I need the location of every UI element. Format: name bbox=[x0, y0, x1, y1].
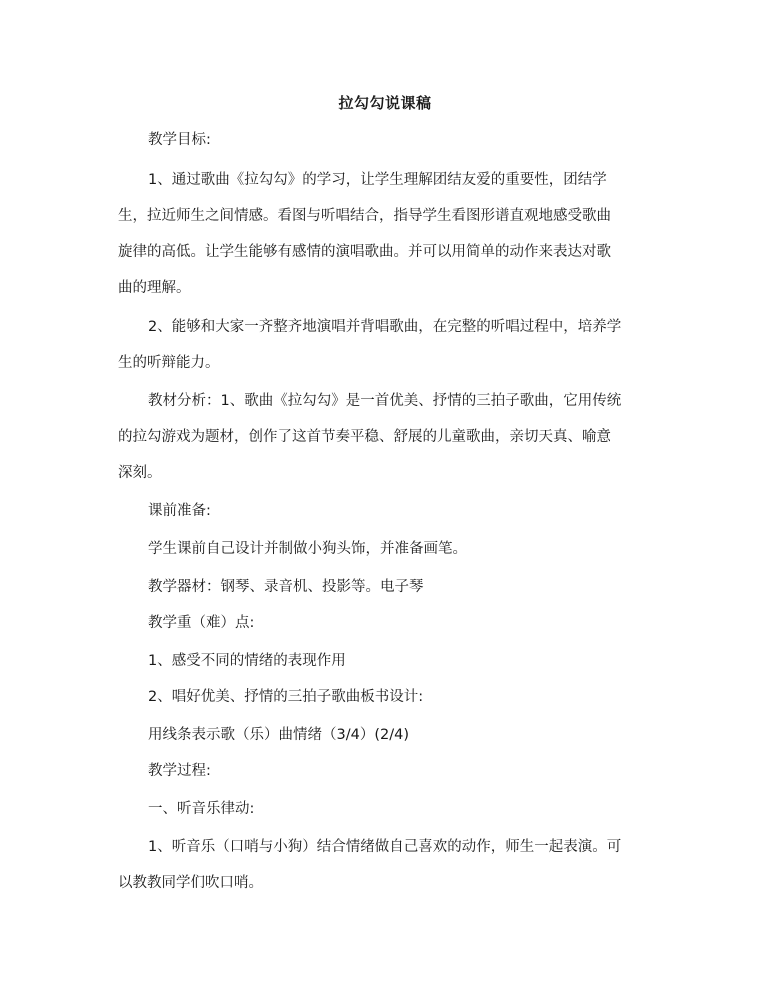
paragraph-line: 2、唱好优美、抒情的三拍子歌曲板书设计: bbox=[148, 689, 424, 705]
section-heading-step-one: 一、听音乐律动: bbox=[148, 801, 255, 817]
section-heading-preparation: 课前准备: bbox=[148, 503, 211, 519]
paragraph-line: 教材分析：1、歌曲《拉勾勾》是一首优美、抒情的三拍子歌曲，它用传统 bbox=[148, 393, 622, 409]
paragraph-line: 学生课前自己设计并制做小狗头饰，并准备画笔。 bbox=[148, 541, 467, 557]
paragraph-line: 旋律的高低。让学生能够有感情的演唱歌曲。并可以用简单的动作来表达对歌 bbox=[118, 244, 611, 260]
paragraph-line: 2、能够和大家一齐整齐地演唱并背唱歌曲，在完整的听唱过程中，培养学 bbox=[148, 319, 622, 335]
paragraph-line: 1、感受不同的情绪的表现作用 bbox=[148, 653, 346, 669]
paragraph-line: 教学器材：钢琴、录音机、投影等。电子琴 bbox=[148, 579, 424, 595]
paragraph-line: 曲的理解。 bbox=[118, 280, 191, 296]
paragraph-line: 以教教同学们吹口哨。 bbox=[118, 875, 263, 891]
paragraph-line: 生的听辩能力。 bbox=[118, 355, 220, 371]
section-heading-process: 教学过程: bbox=[148, 763, 211, 779]
paragraph-line: 用线条表示歌（乐）曲情绪（3/4）(2/4) bbox=[148, 727, 409, 743]
section-heading-key-points: 教学重（难）点: bbox=[148, 615, 255, 631]
paragraph-line: 1、听音乐（口哨与小狗）结合情绪做自己喜欢的动作，师生一起表演。可 bbox=[148, 839, 622, 855]
paragraph-line: 生，拉近师生之间情感。看图与听唱结合，指导学生看图形谱直观地感受歌曲 bbox=[118, 208, 611, 224]
document-title: 拉勾勾说课稿 bbox=[338, 94, 432, 112]
paragraph-line: 深刻。 bbox=[118, 465, 162, 481]
section-heading-objectives: 教学目标: bbox=[148, 132, 211, 148]
paragraph-line: 1、通过歌曲《拉勾勾》的学习，让学生理解团结友爱的重要性，团结学 bbox=[148, 172, 607, 188]
paragraph-line: 的拉勾游戏为题材，创作了这首节奏平稳、舒展的儿童歌曲，亲切天真、喻意 bbox=[118, 429, 611, 445]
